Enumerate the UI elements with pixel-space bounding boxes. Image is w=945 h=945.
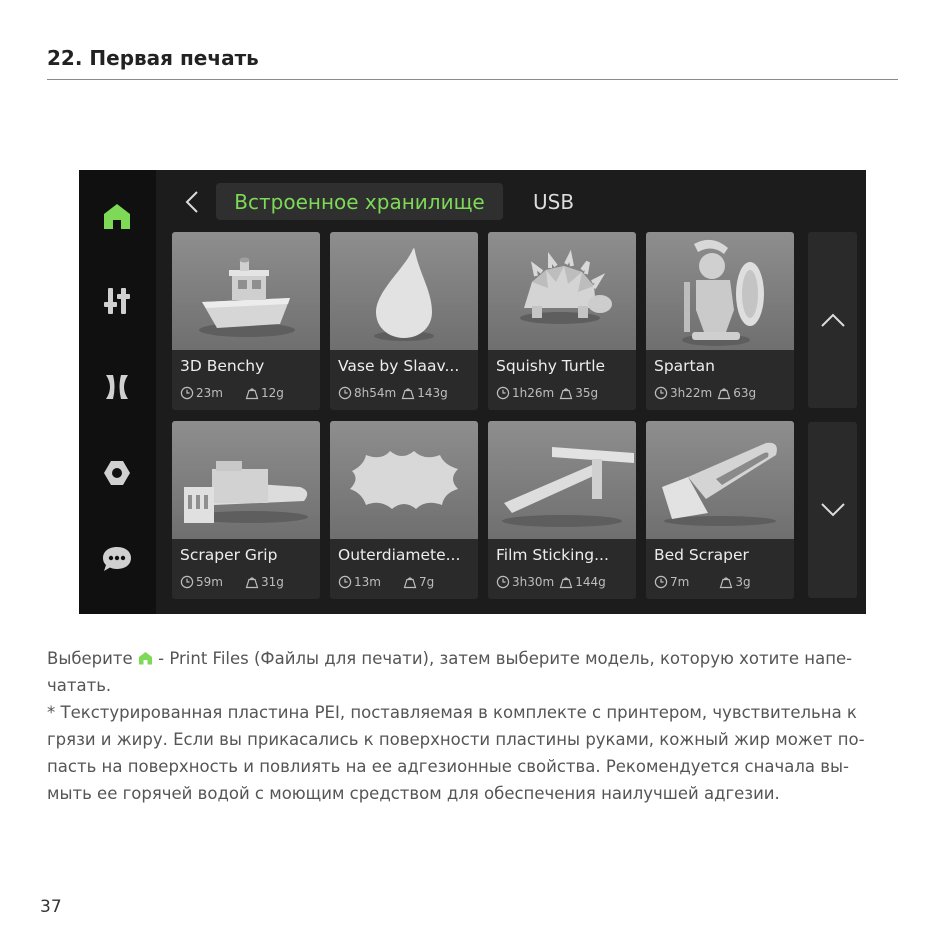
clock-icon [496, 575, 510, 589]
file-meta [496, 574, 606, 590]
file-card-bed-scraper[interactable] [646, 421, 794, 599]
file-card-spartan[interactable] [646, 232, 794, 410]
file-meta [654, 385, 756, 401]
model-thumbnail-bed-scraper [646, 421, 794, 539]
filament-weight: 35g [575, 386, 599, 400]
file-meta [180, 574, 284, 590]
home-icon[interactable] [99, 199, 135, 233]
file-name: Vase by Slaav... [338, 357, 460, 375]
print-time: 3h30m [512, 575, 555, 589]
home-icon [138, 651, 153, 665]
step-line-2: чатать. [47, 676, 112, 695]
scroll-down-button[interactable] [808, 422, 857, 598]
file-name: Spartan [654, 357, 715, 375]
print-time: 23m [196, 386, 223, 400]
file-meta [338, 385, 448, 401]
model-thumbnail-turtle [488, 232, 636, 350]
step-text-before: Выберите [47, 649, 133, 668]
step-line-1 [47, 645, 903, 672]
chevron-left-icon [185, 190, 199, 214]
file-card-3d-benchy[interactable] [172, 232, 320, 410]
model-thumbnail-benchy [172, 232, 320, 350]
file-name: Squishy Turtle [496, 357, 606, 375]
tab-usb[interactable]: USB [533, 189, 575, 214]
clock-icon [180, 386, 194, 400]
note-line-2: грязи и жиру. Если вы прикасались к поверхности пластины руками, кожный жир может по- [47, 730, 865, 749]
clock-icon [338, 386, 352, 400]
file-name: Scraper Grip [180, 546, 278, 564]
page-number: 37 [40, 897, 62, 917]
file-name: Bed Scraper [654, 546, 749, 564]
filament-spool-icon[interactable] [99, 370, 135, 404]
weight-icon [559, 575, 573, 589]
filament-weight: 12g [260, 386, 284, 400]
model-thumbnail-vase [330, 232, 478, 350]
clock-icon [180, 575, 194, 589]
print-time: 8h54m [354, 386, 397, 400]
step-text-after: - Print Files (Файлы для печати), затем выберите модель, которую хотите напе- [152, 649, 853, 668]
tab-internal-storage[interactable]: Встроенное хранилище [216, 183, 503, 220]
print-time: 1h26m [512, 386, 555, 400]
model-thumbnail-outerdiameter [330, 421, 478, 539]
file-card-scraper-grip[interactable] [172, 421, 320, 599]
instructions [47, 645, 903, 807]
model-thumbnail-spartan [646, 232, 794, 350]
chevron-up-icon [820, 312, 846, 328]
filament-weight: 144g [575, 575, 606, 589]
filament-weight: 7g [418, 575, 435, 589]
note-line-1: * Текстурированная пластина PEI, поставляемая в комплекте с принтером, чувствительна к [47, 703, 857, 722]
weight-icon [559, 386, 573, 400]
model-thumbnail-scraper-grip [172, 421, 320, 539]
file-card-film-sticking[interactable] [488, 421, 636, 599]
file-meta [338, 574, 434, 590]
print-time: 7m [670, 575, 690, 589]
scroll-up-button[interactable] [808, 232, 857, 408]
file-meta [180, 385, 284, 401]
note-line-3: пасть на поверхность и повлиять на ее адгезионные свойства. Рекомендуется сначала вы- [47, 757, 849, 776]
filament-weight: 143g [417, 386, 448, 400]
print-time: 3h22m [670, 386, 713, 400]
print-time: 13m [354, 575, 381, 589]
file-name: Outerdiamete... [338, 546, 461, 564]
file-meta [496, 385, 598, 401]
back-button[interactable] [180, 187, 204, 217]
filament-weight: 31g [260, 575, 284, 589]
file-card-outerdiameter[interactable] [330, 421, 478, 599]
file-meta [654, 574, 751, 590]
clock-icon [496, 386, 510, 400]
nut-settings-icon[interactable] [99, 456, 135, 490]
page-heading: 22. Первая печать [47, 46, 259, 70]
file-name: Film Sticking... [496, 546, 609, 564]
weight-icon [717, 386, 731, 400]
chevron-down-icon [820, 502, 846, 518]
file-card-vase[interactable] [330, 232, 478, 410]
clock-icon [654, 575, 668, 589]
model-thumbnail-film-sticking [488, 421, 636, 539]
print-time: 59m [196, 575, 223, 589]
printer-touchscreen [79, 170, 866, 614]
sidebar [79, 170, 156, 614]
chat-icon[interactable] [99, 542, 135, 576]
note-line-4: мыть ее горячей водой с моющим средством для обеспечения наилучшей адгезии. [47, 784, 780, 803]
sliders-icon[interactable] [99, 284, 135, 318]
file-name: 3D Benchy [180, 357, 265, 375]
filament-weight: 3g [735, 575, 751, 589]
weight-icon [245, 575, 259, 589]
weight-icon [403, 575, 417, 589]
weight-icon [245, 386, 259, 400]
file-card-squishy-turtle[interactable] [488, 232, 636, 410]
clock-icon [654, 386, 668, 400]
weight-icon [719, 575, 733, 589]
weight-icon [401, 386, 415, 400]
filament-weight: 63g [733, 386, 757, 400]
heading-divider [47, 79, 898, 80]
clock-icon [338, 575, 352, 589]
